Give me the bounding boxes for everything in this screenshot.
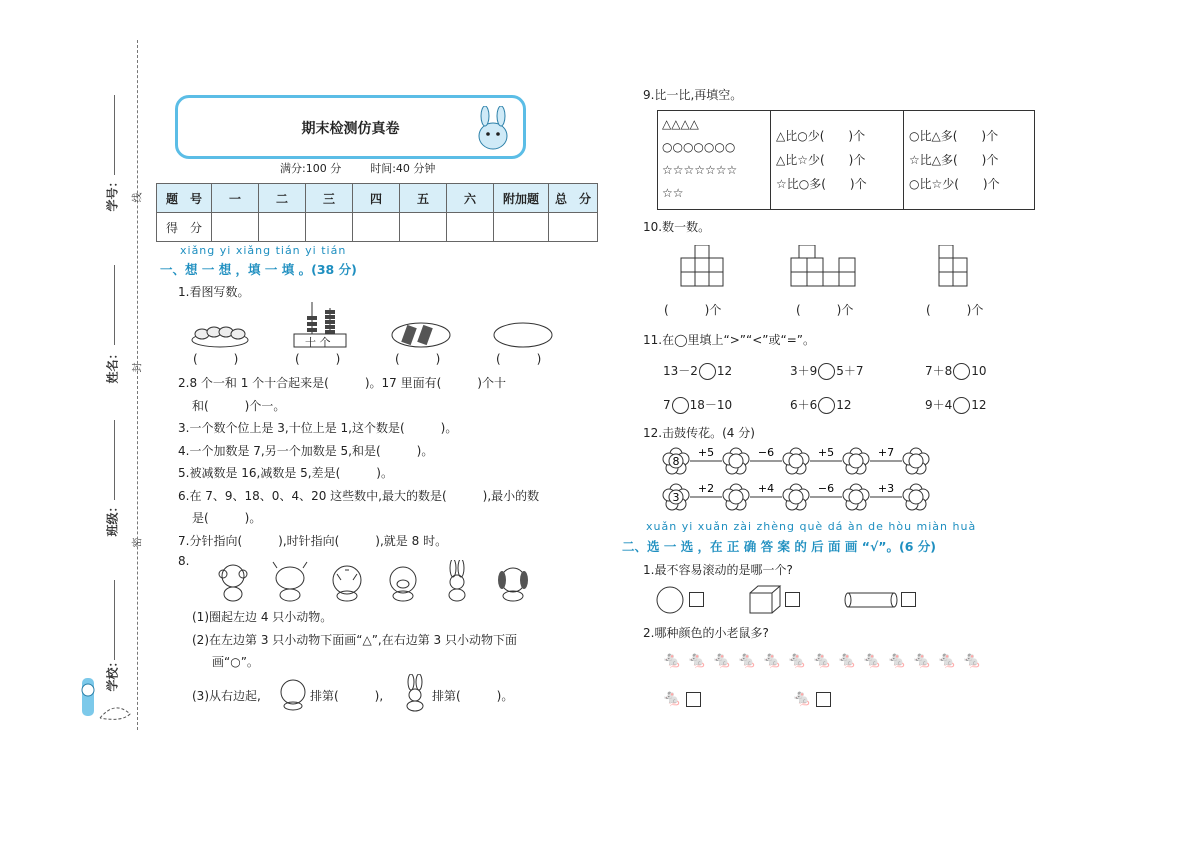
name-line[interactable]: [114, 265, 115, 345]
compare-circle[interactable]: [953, 363, 970, 380]
section1-pinyin: xiǎng yi xiǎng tián yi tián: [180, 244, 347, 257]
cut-mark-xian: 线: [132, 192, 144, 203]
q9-divider: [903, 111, 904, 209]
q5-text: 5.被减数是 16,减数是 5,差是( )。: [178, 466, 393, 480]
student-id-label: 学号：: [105, 175, 120, 212]
mouse-icon: 🐁: [762, 650, 782, 669]
class-label: 班级：: [105, 500, 120, 537]
q10-answer-1[interactable]: ( )个: [664, 303, 722, 317]
page-title: 期末检测仿真卷: [301, 121, 400, 137]
flower-op: +7: [877, 446, 895, 459]
q11-left: 6＋6: [790, 398, 818, 412]
q2-line1: 2.8 个一和 1 个十合起来是( )。17 里面有( )个十: [178, 376, 506, 390]
mouse-icon: 🐁: [862, 650, 882, 669]
q11-left: 13－2: [663, 364, 698, 378]
dark-mouse-icon: 🐁: [792, 688, 812, 707]
score-cell[interactable]: [494, 213, 549, 242]
q3-text: 3.一个数个位上是 3,十位上是 1,这个数是( )。: [178, 421, 458, 435]
full-score: 满分:100 分: [280, 162, 342, 175]
school-label: 学校：: [105, 655, 120, 692]
score-cell[interactable]: [306, 213, 353, 242]
q10-answer-3[interactable]: ( )个: [926, 303, 984, 317]
score-header-cell: 六: [447, 184, 494, 213]
answer-box[interactable]: [901, 592, 916, 607]
compare-circle[interactable]: [672, 397, 689, 414]
mice-row: [662, 650, 1002, 672]
compare-circle[interactable]: [699, 363, 716, 380]
score-cell[interactable]: [353, 213, 400, 242]
q11-item: [925, 362, 987, 380]
compare-circle[interactable]: [953, 397, 970, 414]
score-cell[interactable]: [549, 213, 598, 242]
mouse-icon: 🐁: [962, 650, 982, 669]
q1-answer-2[interactable]: ( ): [295, 352, 341, 366]
q8-number: 8.: [178, 554, 190, 568]
mouse-icon: 🐁: [912, 650, 932, 669]
mouse-icon: 🐁: [662, 650, 682, 669]
q11-right: 5＋7: [836, 364, 864, 378]
answer-box[interactable]: [689, 592, 704, 607]
score-header-cell: 五: [400, 184, 447, 213]
dog-icon: [498, 568, 528, 601]
q8-sub3-rabbit-rank[interactable]: 排第( )。: [432, 689, 514, 703]
score-header-cell: 附加题: [494, 184, 549, 213]
score-header-cell: 一: [212, 184, 259, 213]
dumplings-plate-icon: [190, 320, 250, 350]
q12-text: 12.击鼓传花。(4 分): [643, 426, 755, 440]
pig-icon: [390, 567, 416, 601]
q11-left: 7＋8: [925, 364, 953, 378]
rabbit-mascot-icon: [468, 106, 518, 152]
score-cell[interactable]: [259, 213, 306, 242]
empty-oval-icon: [492, 320, 554, 350]
q9-text: 9.比一比,再填空。: [643, 88, 743, 102]
q9-col2-line[interactable]: ☆比○多( )个: [776, 177, 867, 191]
flower-op: −6: [817, 482, 835, 495]
flower-op: +3: [877, 482, 895, 495]
flower-op: −6: [757, 446, 775, 459]
cow-icon: [273, 562, 307, 601]
q4-text: 4.一个加数是 7,另一个加数是 5,和是( )。: [178, 444, 434, 458]
flower-row-2: [663, 482, 929, 510]
score-cell[interactable]: [447, 213, 494, 242]
compare-circle[interactable]: [818, 397, 835, 414]
q8-sub3-tiger-rank[interactable]: 排第( ),: [310, 689, 384, 703]
animals-row: [215, 560, 535, 602]
cube-icon: [748, 585, 782, 615]
exam-meta: [280, 160, 435, 176]
flower-chain: [660, 445, 940, 515]
q11-right: 18－10: [689, 398, 733, 412]
q8-sub2-line1: (2)在左边第 3 只小动物下面画“△”,在右边第 3 只小动物下面: [192, 633, 518, 647]
q11-right: 10: [971, 364, 987, 378]
flower-start-1: 8: [672, 455, 680, 468]
score-header-cell: 二: [259, 184, 306, 213]
score-row-label: 得 分: [157, 213, 212, 242]
pencil-mascot-icon: [70, 670, 140, 725]
mouse-icon: 🐁: [712, 650, 732, 669]
q9-col3-line[interactable]: ○比☆少( )个: [909, 177, 1000, 191]
q11-text: 11.在◯里填上“>”“<”或“=”。: [643, 333, 815, 347]
exam-time: 时间:40 分钟: [370, 162, 436, 175]
section2-title: 二、选 一 选 ，在 正 确 答 案 的 后 面 画 “√”。(6 分): [622, 539, 936, 554]
q1-answer-3[interactable]: ( ): [395, 352, 441, 366]
score-header-cell: 四: [353, 184, 400, 213]
q11-left: 3＋9: [790, 364, 818, 378]
tiger-icon: [276, 677, 310, 711]
q11-left: 7: [663, 398, 671, 412]
score-header-cell: 总 分: [549, 184, 598, 213]
mouse-icon: 🐁: [887, 650, 907, 669]
answer-box[interactable]: [686, 692, 701, 707]
cut-line: [137, 40, 138, 730]
mouse-icon: 🐁: [787, 650, 807, 669]
q9-col2-line[interactable]: △比○少( )个: [776, 129, 866, 143]
q9-col3-line[interactable]: ☆比△多( )个: [909, 153, 999, 167]
sphere-icon: [655, 585, 685, 615]
q11-right: 12: [971, 398, 987, 412]
rabbit-icon: [400, 674, 430, 712]
flower-op: +5: [817, 446, 835, 459]
q1-answer-1[interactable]: ( ): [193, 352, 239, 366]
q9-stars: ☆☆☆☆☆☆☆: [662, 163, 738, 177]
q8-sub3-start: (3)从右边起,: [192, 689, 261, 703]
q8-sub2-line2: 画“○”。: [212, 655, 259, 669]
binding-strip: [0, 0, 150, 849]
cut-mark-feng: 封: [132, 362, 144, 373]
q11-right: 12: [836, 398, 852, 412]
gray-mouse-icon: 🐁: [662, 688, 682, 707]
q9-col3-line[interactable]: ○比△多( )个: [909, 129, 999, 143]
score-row: [157, 213, 598, 242]
q11-item: [925, 396, 987, 414]
q11-item: [663, 362, 732, 380]
mouse-icon: 🐁: [737, 650, 757, 669]
school-line[interactable]: [114, 580, 115, 660]
cube-stack-2: [791, 245, 855, 286]
answer-box[interactable]: [785, 592, 800, 607]
mouse-icon: 🐁: [837, 650, 857, 669]
q9-col2-line[interactable]: △比☆少( )个: [776, 153, 866, 167]
cube-stack-3: [939, 245, 967, 286]
q9-compare-box: [657, 110, 1035, 210]
tiger-icon: [333, 566, 361, 601]
flower-op: +2: [697, 482, 715, 495]
q8-sub1: (1)圈起左边 4 只小动物。: [192, 610, 333, 624]
score-header-cell: 三: [306, 184, 353, 213]
q11-left: 9＋4: [925, 398, 953, 412]
compare-circle[interactable]: [818, 363, 835, 380]
flower-row-1: [663, 446, 929, 474]
q7-text: 7.分针指向( ),时针指向( ),就是 8 时。: [178, 534, 448, 548]
flower-op: +5: [697, 446, 715, 459]
score-table: [156, 183, 598, 242]
mouse-icon: 🐁: [812, 650, 832, 669]
answer-box[interactable]: [816, 692, 831, 707]
s2q2-text: 2.哪种颜色的小老鼠多?: [643, 626, 769, 640]
q11-item: [790, 396, 852, 414]
title-box: [175, 95, 526, 159]
mouse-icon: 🐁: [937, 650, 957, 669]
monkey-icon: [219, 565, 247, 601]
q11-item: [790, 362, 864, 380]
name-label: 姓名：: [105, 347, 120, 384]
mouse-icon: 🐁: [687, 650, 707, 669]
cube-stack-1: [681, 245, 723, 286]
cube-stacks: [676, 245, 986, 300]
score-cell[interactable]: [212, 213, 259, 242]
q1-text: 1.看图写数。: [178, 285, 250, 299]
q10-text: 10.数一数。: [643, 220, 711, 234]
cylinder-icon: [843, 590, 899, 610]
rabbit-icon: [449, 560, 465, 601]
s2q1-text: 1.最不容易滚动的是哪一个?: [643, 563, 793, 577]
flower-op: +4: [757, 482, 775, 495]
score-header-cell: 题 号: [157, 184, 212, 213]
q1-answer-4[interactable]: ( ): [496, 352, 542, 366]
q9-circles: ○○○○○○○: [662, 140, 736, 154]
student-id-line[interactable]: [114, 95, 115, 175]
q6-line2: 是( )。: [192, 511, 262, 525]
q9-stars-2: ☆☆: [662, 186, 684, 200]
class-line[interactable]: [114, 420, 115, 500]
q11-right: 12: [716, 364, 733, 378]
stick-bundles-icon: [390, 320, 452, 350]
q11-item: [663, 396, 732, 414]
score-cell[interactable]: [400, 213, 447, 242]
q9-divider: [770, 111, 771, 209]
abacus-place-labels: 十 个: [305, 336, 331, 349]
section2-pinyin: xuǎn yi xuǎn zài zhèng què dá àn de hòu miàn huà: [646, 520, 977, 533]
q2-line2: 和( )个一。: [192, 399, 286, 413]
score-header-row: [157, 184, 598, 213]
q6-line1: 6.在 7、9、18、0、4、20 这些数中,最大的数是( ),最小的数: [178, 489, 540, 503]
flower-start-2: 3: [672, 491, 680, 504]
q9-triangles: △△△△: [662, 117, 699, 131]
q10-answer-2[interactable]: ( )个: [796, 303, 854, 317]
cut-mark-mi: 密: [132, 537, 144, 548]
section1-title: 一、想 一 想 ，填 一 填 。(38 分): [160, 262, 357, 277]
